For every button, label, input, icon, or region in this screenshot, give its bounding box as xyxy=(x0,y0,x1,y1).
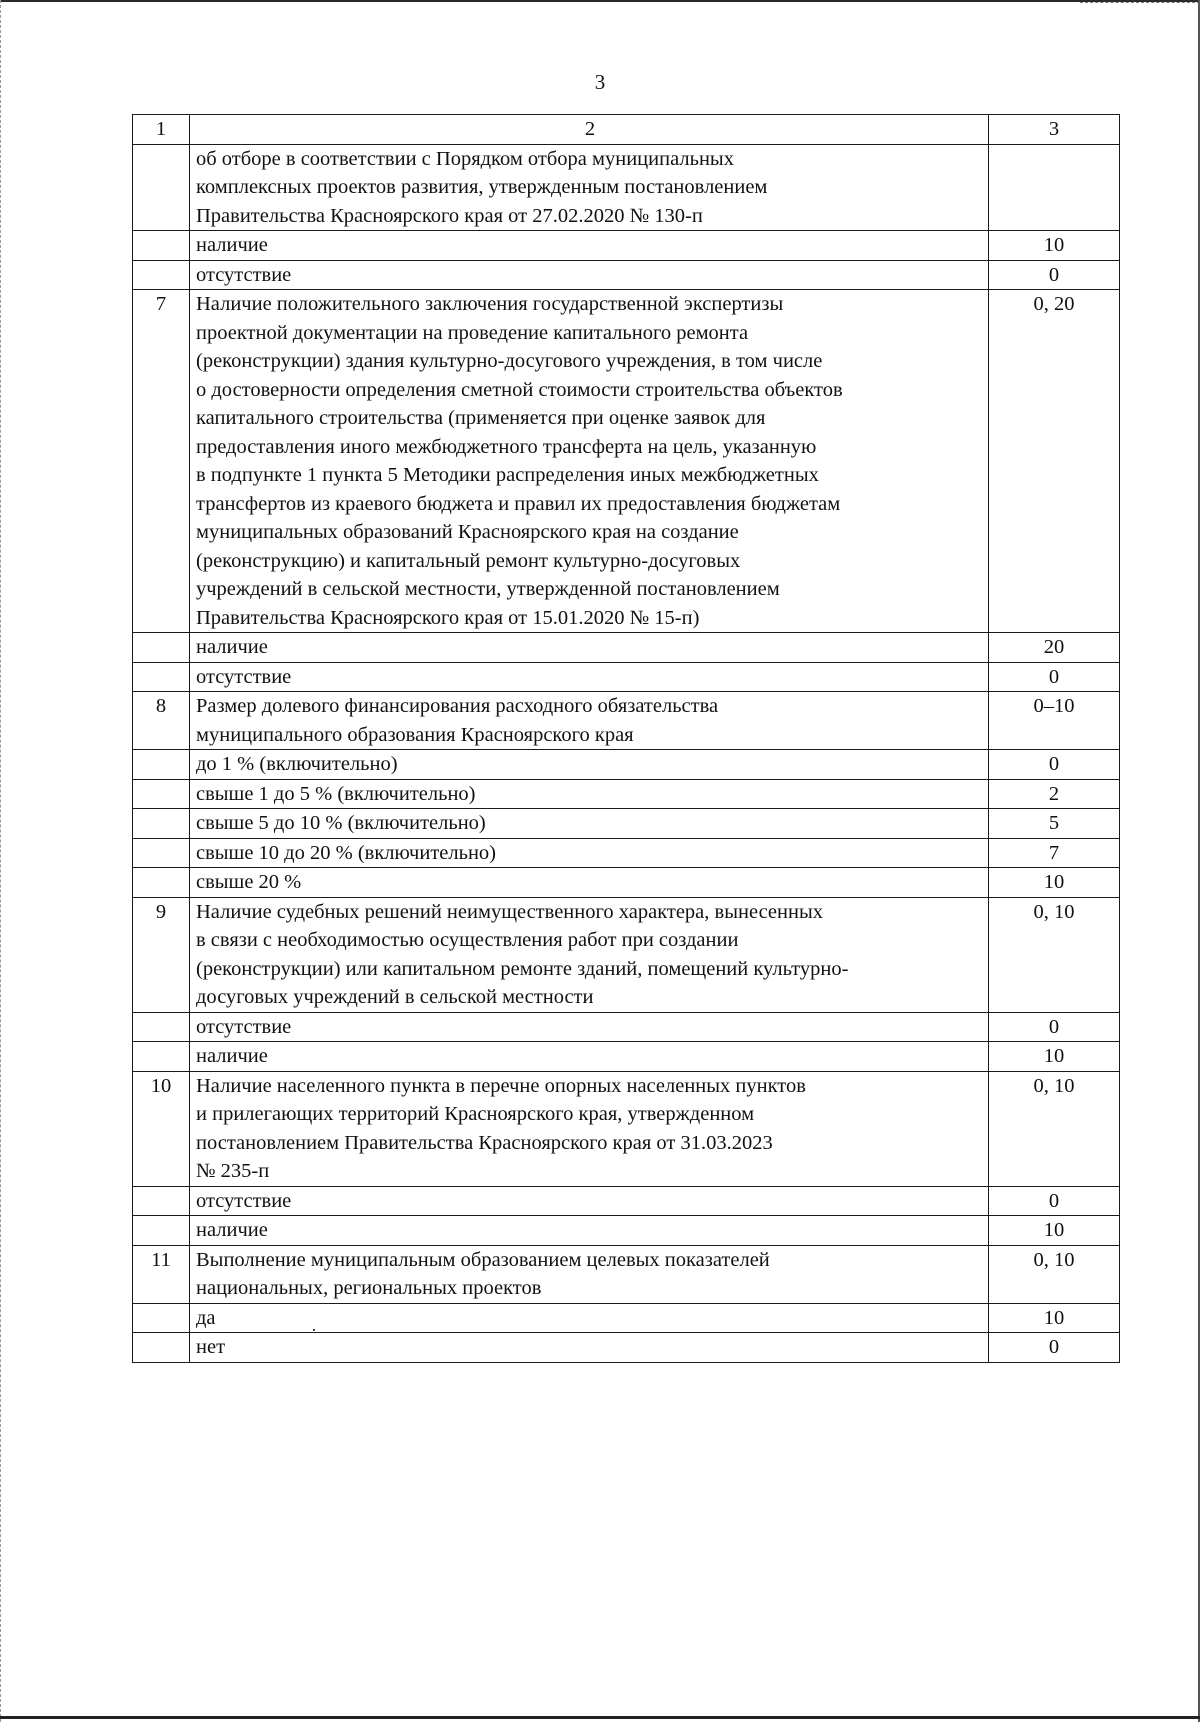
criterion-text-line: наличие xyxy=(196,234,268,256)
criterion-text-line: Наличие положительного заключения государственной экспертизы xyxy=(196,293,784,315)
header-col-1: 1 xyxy=(133,115,190,145)
table-row xyxy=(133,1071,1120,1186)
criterion-text-line: и прилегающих территорий Красноярского края, утвержденном xyxy=(196,1103,755,1125)
criterion-text xyxy=(190,1071,989,1186)
criterion-text-line: (реконструкции) или капитальном ремонте зданий, помещений культурно- xyxy=(196,957,849,980)
criterion-text xyxy=(190,1012,989,1042)
criterion-text-line: свыше 10 до 20 % (включительно) xyxy=(196,841,497,864)
score-value: 10 xyxy=(989,231,1120,261)
row-number xyxy=(133,231,190,261)
table-row xyxy=(133,1216,1120,1246)
criterion-text xyxy=(190,692,989,750)
table-row xyxy=(133,633,1120,663)
scan-edge-bottom xyxy=(0,1716,1200,1719)
criterion-text-line: постановлением Правительства Красноярского края от 31.03.2023 xyxy=(196,1131,773,1154)
criterion-text xyxy=(190,1303,989,1333)
criterion-text-line: в подпункте 1 пункта 5 Методики распределения иных межбюджетных xyxy=(196,464,819,486)
criterion-text-line: наличие xyxy=(196,1219,268,1241)
score-value: 0, 10 xyxy=(989,897,1120,1012)
header-col-2: 2 xyxy=(190,115,989,145)
table-row xyxy=(133,144,1120,231)
criterion-text-line: о достоверности определения сметной стоимости строительства объектов xyxy=(196,378,843,401)
criterion-text-line: Наличие населенного пункта в перечне опорных населенных пунктов xyxy=(196,1074,806,1097)
criterion-text-line: капитального строительства (применяется при оценке заявок для xyxy=(196,407,766,429)
criterion-text xyxy=(190,144,989,231)
scan-edge-top-right xyxy=(1080,2,1200,4)
table-row xyxy=(133,662,1120,692)
criterion-text-line: муниципальных образований Красноярского края на создание xyxy=(196,521,739,543)
table-row xyxy=(133,1333,1120,1363)
criterion-text-line: комплексных проектов развития, утвержденным постановлением xyxy=(196,176,768,198)
criterion-text-line: (реконструкции) здания культурно-досугового учреждения, в том числе xyxy=(196,350,823,372)
score-value: 0 xyxy=(989,1186,1120,1216)
table-row xyxy=(133,809,1120,839)
table-row xyxy=(133,1186,1120,1216)
criteria-table-body xyxy=(133,115,1120,1363)
criterion-text-line: да xyxy=(196,1306,216,1329)
table-row xyxy=(133,1042,1120,1072)
row-number xyxy=(133,779,190,809)
score-value: 10 xyxy=(989,868,1120,898)
criterion-text-line: предоставления иного межбюджетного трансферта на цель, указанную xyxy=(196,435,817,458)
criterion-text-line: Размер долевого финансирования расходного обязательства xyxy=(196,695,719,717)
score-value: 0, 10 xyxy=(989,1071,1120,1186)
criterion-text-line: нет xyxy=(196,1336,226,1358)
criterion-text-line: отсутствие xyxy=(196,1015,292,1038)
score-value: 0 xyxy=(989,1012,1120,1042)
criterion-text xyxy=(190,779,989,809)
criterion-text xyxy=(190,897,989,1012)
row-number xyxy=(133,1216,190,1246)
criterion-text-line: об отборе в соответствии с Порядком отбора муниципальных xyxy=(196,147,734,170)
criterion-text-line: отсутствие xyxy=(196,1189,292,1212)
table-header-row xyxy=(133,115,1120,145)
score-value: 2 xyxy=(989,779,1120,809)
row-number xyxy=(133,868,190,898)
criterion-text-line: наличие xyxy=(196,1045,268,1067)
criterion-text xyxy=(190,1186,989,1216)
scan-speck xyxy=(313,1329,315,1331)
row-number xyxy=(133,1042,190,1072)
row-number: 9 xyxy=(133,897,190,1012)
score-value xyxy=(989,144,1120,231)
criterion-text-line: свыше 1 до 5 % (включительно) xyxy=(196,782,476,805)
row-number xyxy=(133,1012,190,1042)
table-row xyxy=(133,868,1120,898)
criterion-text-line: отсутствие xyxy=(196,263,292,286)
row-number xyxy=(133,662,190,692)
table-row xyxy=(133,897,1120,1012)
criterion-text-line: Наличие судебных решений неимущественного характера, вынесенных xyxy=(196,900,823,923)
table-row xyxy=(133,779,1120,809)
criterion-text-line: Правительства Красноярского края от 15.01.2020 № 15-п) xyxy=(196,606,700,629)
row-number xyxy=(133,750,190,780)
criterion-text xyxy=(190,809,989,839)
row-number: 7 xyxy=(133,290,190,633)
row-number xyxy=(133,1186,190,1216)
score-value: 0 xyxy=(989,750,1120,780)
row-number xyxy=(133,1333,190,1363)
table-row xyxy=(133,692,1120,750)
criterion-text xyxy=(190,750,989,780)
score-value: 0–10 xyxy=(989,692,1120,750)
criterion-text xyxy=(190,1333,989,1363)
criterion-text-line: в связи с необходимостью осуществления работ при создании xyxy=(196,929,739,951)
criterion-text-line: (реконструкцию) и капитальный ремонт культурно-досуговых xyxy=(196,549,741,572)
row-number: 8 xyxy=(133,692,190,750)
scan-edge-left xyxy=(0,0,2,1722)
row-number xyxy=(133,1303,190,1333)
table-row xyxy=(133,750,1120,780)
criterion-text xyxy=(190,290,989,633)
criterion-text-line: № 235-п xyxy=(196,1160,270,1182)
score-value: 0 xyxy=(989,260,1120,290)
score-value: 7 xyxy=(989,838,1120,868)
page-number: 3 xyxy=(594,70,606,94)
criterion-text xyxy=(190,633,989,663)
criterion-text-line: Выполнение муниципальным образованием целевых показателей xyxy=(196,1248,770,1271)
criterion-text-line: свыше 5 до 10 % (включительно) xyxy=(196,812,486,834)
score-value: 10 xyxy=(989,1303,1120,1333)
table-row xyxy=(133,838,1120,868)
score-value: 5 xyxy=(989,809,1120,839)
score-value: 10 xyxy=(989,1042,1120,1072)
criterion-text xyxy=(190,662,989,692)
criterion-text xyxy=(190,1216,989,1246)
criterion-text-line: отсутствие xyxy=(196,665,292,688)
criterion-text-line: муниципального образования Красноярского края xyxy=(196,723,634,746)
scan-edge-top xyxy=(0,0,1200,2)
score-value: 0, 20 xyxy=(989,290,1120,633)
criterion-text-line: досуговых учреждений в сельской местности xyxy=(196,986,594,1008)
criterion-text-line: до 1 % (включительно) xyxy=(196,753,398,775)
table-row xyxy=(133,1012,1120,1042)
criterion-text xyxy=(190,260,989,290)
criterion-text xyxy=(190,1245,989,1303)
criterion-text xyxy=(190,231,989,261)
criterion-text xyxy=(190,1042,989,1072)
row-number xyxy=(133,809,190,839)
table-row xyxy=(133,1303,1120,1333)
score-value: 0 xyxy=(989,662,1120,692)
table-row xyxy=(133,290,1120,633)
row-number xyxy=(133,144,190,231)
criteria-table xyxy=(132,114,1120,1363)
row-number: 11 xyxy=(133,1245,190,1303)
row-number xyxy=(133,838,190,868)
score-value: 0, 10 xyxy=(989,1245,1120,1303)
criterion-text-line: свыше 20 % xyxy=(196,871,302,893)
row-number: 10 xyxy=(133,1071,190,1186)
score-value: 20 xyxy=(989,633,1120,663)
row-number xyxy=(133,633,190,663)
table-row xyxy=(133,1245,1120,1303)
criterion-text-line: учреждений в сельской местности, утвержденной постановлением xyxy=(196,578,780,600)
criterion-text xyxy=(190,868,989,898)
score-value: 10 xyxy=(989,1216,1120,1246)
criterion-text-line: Правительства Красноярского края от 27.02.2020 № 130-п xyxy=(196,204,703,227)
criterion-text-line: трансфертов из краевого бюджета и правил их предоставления бюджетам xyxy=(196,492,841,515)
criterion-text xyxy=(190,838,989,868)
table-row xyxy=(133,231,1120,261)
table-row xyxy=(133,260,1120,290)
criterion-text-line: национальных, региональных проектов xyxy=(196,1277,542,1299)
score-value: 0 xyxy=(989,1333,1120,1363)
row-number xyxy=(133,260,190,290)
criterion-text-line: наличие xyxy=(196,636,268,658)
header-col-3: 3 xyxy=(989,115,1120,145)
criterion-text-line: проектной документации на проведение капитального ремонта xyxy=(196,321,749,344)
